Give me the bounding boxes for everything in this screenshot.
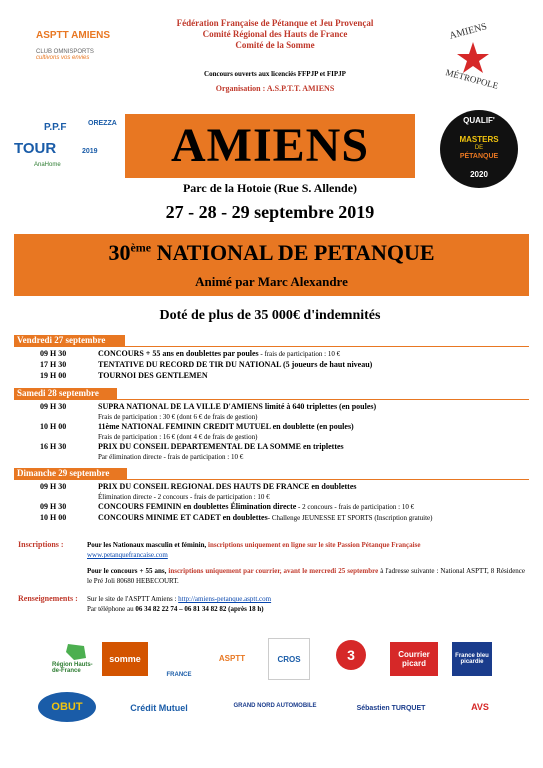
sponsor-credit-mutuel-logo: Crédit Mutuel	[130, 703, 188, 713]
inscriptions-label: Inscriptions :	[18, 540, 64, 549]
event-desc: SUPRA NATIONAL DE LA VILLE D'AMIENS limité à 640 triplettes (en poules)	[98, 402, 377, 411]
inscriptions-text-1	[87, 540, 525, 560]
event-time: 17 H 30	[40, 360, 67, 369]
day-header-saturday: Samedi 28 septembre	[14, 388, 117, 399]
sponsor-avs-logo: AVS	[471, 702, 489, 712]
host-line: Animé par Marc Alexandre	[195, 274, 348, 289]
sponsor-asptt-logo: ASPTT	[218, 653, 246, 663]
national-banner	[14, 234, 529, 296]
inscriptions-p1b: inscriptions uniquement en ligne sur le site Passion Pétanque Française	[208, 541, 421, 549]
sponsor-cros-logo: CROS	[268, 638, 310, 680]
event-note: - Challenge JEUNESSE ET SPORTS (Inscription gratuite)	[267, 514, 433, 522]
inscriptions-p2a: Pour le concours + 55 ans,	[87, 567, 167, 575]
event-time: 16 H 30	[40, 442, 67, 451]
day-header-sunday: Dimanche 29 septembre	[14, 468, 127, 479]
federation-line3: Comité de la Somme	[235, 40, 315, 50]
region-map-icon	[64, 642, 88, 662]
tour-label: TOUR	[14, 140, 57, 157]
asptt-website-link[interactable]: http://amiens-petanque.asptt.com	[178, 595, 272, 603]
federation-line1: Fédération Française de Pétanque et Jeu Provençal	[176, 18, 374, 28]
renseignements-text	[87, 594, 525, 614]
masters-qualif: QUALIF'	[463, 116, 495, 125]
inscriptions-p2b: inscriptions uniquement par courrier, avant le mercredi 25 septembre	[168, 567, 379, 575]
city-title: AMIENS	[170, 119, 370, 172]
open-note: Concours ouverts aux licenciés FFPJP et FIPJP	[204, 70, 346, 78]
event-desc: CONCOURS FEMININ en doublettes Élimination directe	[98, 502, 297, 511]
day-divider	[14, 399, 529, 400]
orezza-label: OREZZA	[88, 120, 117, 127]
event-sub: Élimination directe - 2 concours - frais de participation : 10 €	[98, 493, 270, 501]
asptt-line2: cultivons vos envies	[36, 55, 90, 61]
event-time: 09 H 30	[40, 502, 67, 511]
masters-title: MASTERS	[459, 135, 499, 144]
national-title	[14, 240, 529, 266]
masters-year: 2020	[470, 170, 488, 179]
petanquefrancaise-link[interactable]: www.petanquefrancaise.com	[87, 551, 168, 559]
sponsor-france-logo: FRANCE	[166, 672, 192, 678]
organisation: Organisation : A.S.P.T.T. AMIENS	[215, 84, 335, 93]
anahome-label: AnaHome	[34, 162, 61, 168]
asptt-title: ASPTT AMIENS	[36, 30, 111, 41]
sponsor-france-bleu-logo: France bleu picardie	[452, 642, 492, 676]
day-header-friday: Vendredi 27 septembre	[14, 335, 125, 346]
sponsor-obut-logo: OBUT	[38, 692, 96, 722]
event-time: 09 H 30	[40, 349, 67, 358]
day-divider	[14, 479, 529, 480]
masters-petanque: PÉTANQUE	[459, 153, 499, 160]
event-note: - 2 concours - frais de participation : 10 €	[296, 503, 415, 511]
event-dates: 27 - 28 - 29 septembre 2019	[165, 202, 375, 222]
edition-number: 30	[108, 240, 131, 265]
event-desc: TOURNOI DES GENTLEMEN	[98, 371, 208, 380]
event-time: 10 H 00	[40, 513, 67, 522]
sponsor-somme-logo: somme	[102, 642, 148, 676]
event-desc: CONCOURS + 55 ans en doublettes par poules	[98, 349, 259, 358]
sponsor-3-logo: 3	[336, 640, 366, 670]
renseignements-line2a: Par téléphone au	[87, 605, 134, 613]
event-sub: Par élimination directe - frais de participation : 10 €	[98, 453, 244, 461]
inscriptions-text-2	[87, 566, 525, 586]
event-time: 09 H 30	[40, 482, 67, 491]
renseignements-line1: Sur le site de l'ASPTT Amiens :	[87, 595, 177, 603]
masters-de: DE	[474, 145, 484, 151]
federation-header	[130, 18, 420, 51]
sponsor-grand-nord-logo: GRAND NORD AUTOMOBILE	[233, 703, 317, 709]
amiens-metropole-top: AMIENS	[448, 21, 489, 42]
phone-numbers: 06 34 82 22 74 – 06 81 34 82 82 (après 18 h)	[135, 605, 264, 613]
edition-suffix: ème	[130, 240, 152, 255]
event-sub: Frais de participation : 16 € (dont 4 € de frais de gestion)	[98, 433, 258, 441]
asptt-logo	[36, 30, 120, 82]
event-desc: PRIX DU CONSEIL DEPARTEMENTAL DE LA SOMME en triplettes	[98, 442, 344, 451]
event-desc: TENTATIVE DU RECORD DE TIR DU NATIONAL (5 joueurs de haut niveau)	[98, 360, 373, 369]
event-name: NATIONAL DE PETANQUE	[156, 240, 435, 265]
city-banner	[125, 114, 415, 178]
ppf-tour-logo	[10, 118, 120, 178]
event-desc: CONCOURS MINIME ET CADET en doublettes	[98, 513, 268, 522]
sponsor-courrier-picard-logo: Courrier picard	[390, 642, 438, 676]
amiens-metropole-bottom: MÉTROPOLE	[444, 67, 500, 91]
federation-line2: Comité Régional des Hauts de France	[202, 29, 348, 39]
amiens-metropole-logo	[433, 22, 513, 92]
event-sub: Frais de participation : 30 € (dont 6 € de frais de gestion)	[98, 413, 258, 421]
sponsor-turquet-logo: Sébastien TURQUET	[356, 704, 426, 712]
inscriptions-p1a: Pour les Nationaux masculin et féminin,	[87, 541, 207, 549]
event-desc: PRIX DU CONSEIL REGIONAL DES HAUTS DE FRANCE en doublettes	[98, 482, 357, 491]
event-time: 19 H 00	[40, 371, 67, 380]
renseignements-label: Renseignements :	[18, 594, 78, 603]
ppf-year: 2019	[82, 148, 98, 155]
event-desc: 11ème NATIONAL FEMININ CREDIT MUTUEL en doublette (en poules)	[98, 422, 354, 431]
event-time: 09 H 30	[40, 402, 67, 411]
sponsor-region-logo: Région Hauts-de-France	[52, 638, 100, 678]
event-time: 10 H 00	[40, 422, 67, 431]
inscriptions-p2c: à l'adresse suivante : National ASPTT, 8 Résidence le Pré Joli 80680 HEBECOURT.	[87, 567, 526, 585]
ppf-label: P.P.F	[44, 122, 67, 133]
venue: Parc de la Hotoie (Rue S. Allende)	[182, 181, 358, 195]
asptt-line1: CLUB OMNISPORTS	[36, 49, 94, 55]
masters-badge	[440, 110, 518, 188]
day-divider	[14, 346, 529, 347]
prize-line: Doté de plus de 35 000€ d'indemnités	[159, 308, 381, 323]
event-note: - frais de participation : 10 €	[258, 350, 341, 358]
